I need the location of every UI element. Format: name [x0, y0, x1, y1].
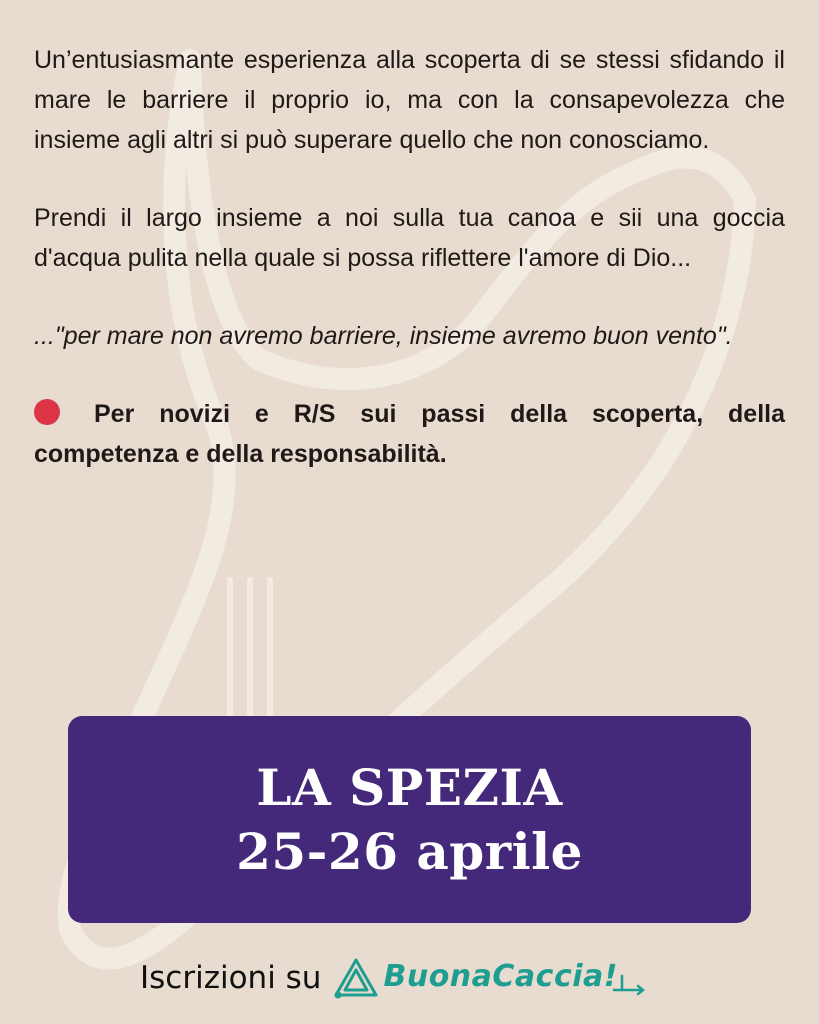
buonacaccia-logo-link[interactable]	[333, 954, 645, 1002]
main-text	[34, 40, 785, 512]
invite-paragraph: Prendi il largo insieme a noi sulla tua canoa e sii una goccia d'acqua pulita nella quale si possa riflettere l'amore di Dio...	[34, 204, 785, 272]
target-audience-text: Per novizi e R/S sui passi della scoperta, della competenza e della responsabilità.	[34, 400, 785, 468]
buonacaccia-triangle-logo-icon	[333, 957, 379, 999]
red-dot-icon	[34, 399, 60, 425]
buonacaccia-logo-text: BuonaCaccia!	[383, 958, 618, 994]
motto-quote: ..."per mare non avremo barriere, insieme avremo buon vento".	[34, 322, 733, 350]
registration-footer	[140, 948, 700, 1008]
event-banner	[68, 716, 751, 923]
event-dates: 25-26 aprile	[236, 821, 583, 881]
target-audience-line	[34, 394, 785, 474]
registration-label: Iscrizioni su	[140, 960, 322, 996]
event-location: LA SPEZIA	[256, 757, 563, 817]
intro-paragraph: Un’entusiasmante esperienza alla scoperta di se stessi sfidando il mare le barriere il proprio io, ma con la consapevolezza che insieme agli altri si può superare quello che non conosciamo.	[34, 46, 785, 154]
